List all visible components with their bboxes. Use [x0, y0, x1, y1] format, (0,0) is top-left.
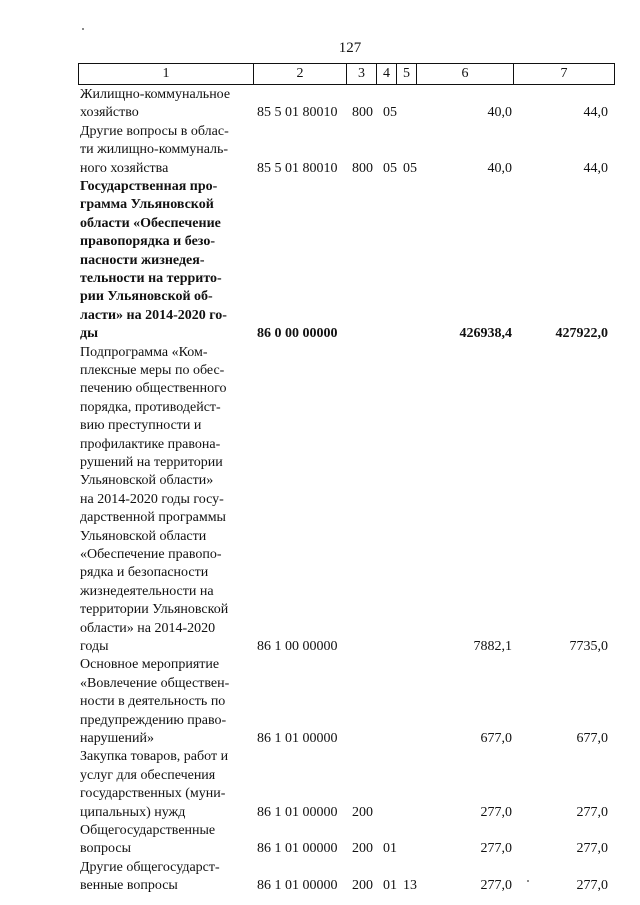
- row-vr: 800: [352, 105, 373, 121]
- row-name-line: годы: [80, 639, 109, 655]
- row-name-line: рушений на территории: [80, 455, 223, 471]
- row-name-line: ципальных) нужд: [80, 804, 186, 820]
- row-code: 86 0 00 00000: [257, 326, 338, 342]
- page-number: 127: [338, 40, 362, 56]
- row-name-line: Ульяновской области: [80, 528, 207, 544]
- row-value-2020: 44,0: [583, 160, 608, 176]
- row-name-line: Государственная про-: [80, 179, 218, 194]
- row-name-line: Другие вопросы в облас-: [80, 123, 229, 139]
- row-value-2019: 426938,4: [459, 326, 512, 342]
- row-name-line: правопорядка и безо-: [80, 234, 215, 250]
- row-name-line: области» на 2014-2020: [80, 620, 216, 636]
- row-name-line: ного хозяйства: [80, 160, 169, 176]
- row-name-line: нарушений»: [80, 731, 154, 747]
- row-vr: 200: [352, 841, 373, 857]
- row-name: [80, 859, 248, 896]
- row-name-line: грамма Ульяновской: [80, 197, 214, 213]
- table-row: [0, 86, 640, 123]
- row-value-2020: 7735,0: [569, 638, 608, 654]
- row-name-line: Общегосударственные: [80, 823, 216, 838]
- row-name-line: Основное мероприятие: [80, 657, 220, 673]
- row-name-line: ти жилищно-коммуналь-: [80, 142, 229, 158]
- row-value-2019: 677,0: [480, 730, 512, 746]
- header-col-2: 2: [254, 64, 347, 84]
- row-value-2020: 44,0: [583, 105, 608, 121]
- row-name-line: области «Обеспечение: [80, 215, 221, 231]
- row-name: [80, 86, 248, 123]
- scan-speck: [527, 880, 529, 882]
- row-code: 86 1 01 00000: [257, 841, 338, 857]
- row-name-line: печению общественного: [80, 381, 227, 397]
- row-name-line: территории Ульяновской: [80, 602, 229, 618]
- row-name-line: тельности на террито-: [80, 271, 222, 287]
- row-value-2020: 277,0: [576, 841, 608, 857]
- row-value-2019: 40,0: [487, 105, 512, 121]
- row-code: 86 1 01 00000: [257, 878, 338, 894]
- header-col-3: 3: [347, 64, 377, 84]
- row-value-2020: 427922,0: [555, 326, 608, 342]
- row-vr: 800: [352, 160, 373, 176]
- row-name: [80, 748, 248, 822]
- row-name-line: Закупка товаров, работ и: [80, 749, 229, 765]
- row-name: [80, 344, 248, 657]
- row-name-line: ды: [80, 326, 99, 342]
- row-name: [80, 822, 248, 859]
- row-name: [80, 178, 248, 344]
- row-code: 86 1 01 00000: [257, 804, 338, 820]
- row-name-line: вопросы: [80, 841, 131, 857]
- row-pr: 13: [403, 878, 417, 894]
- row-name-line: Жилищно-коммунальное: [80, 87, 231, 102]
- row-value-2020: 277,0: [576, 804, 608, 820]
- row-code: 86 1 01 00000: [257, 730, 338, 746]
- row-value-2019: 40,0: [487, 160, 512, 176]
- row-code: 86 1 00 00000: [257, 638, 338, 654]
- row-name-line: государственных (муни-: [80, 786, 226, 802]
- row-name-line: рядка и безопасности: [80, 565, 209, 581]
- header-col-6: 6: [417, 64, 514, 84]
- row-value-2019: 277,0: [480, 804, 512, 820]
- row-rz: 05: [383, 160, 397, 176]
- row-value-2020: 677,0: [576, 730, 608, 746]
- table-header: [78, 63, 615, 85]
- table-row: [0, 656, 640, 748]
- header-col-5: 5: [397, 64, 417, 84]
- row-name-line: услуг для обеспечения: [80, 767, 216, 783]
- row-name-line: Другие общегосударст-: [80, 859, 220, 875]
- row-rz: 01: [383, 878, 397, 894]
- row-value-2019: 7882,1: [473, 638, 512, 654]
- row-rz: 05: [383, 105, 397, 121]
- row-name-line: Ульяновской области»: [80, 473, 214, 489]
- row-rz: 01: [383, 841, 397, 857]
- row-vr: 200: [352, 804, 373, 820]
- row-value-2019: 277,0: [480, 841, 512, 857]
- row-name-line: на 2014-2020 годы госу-: [80, 491, 224, 507]
- row-name-line: вию преступности и: [80, 418, 202, 434]
- row-name-line: дарственной программы: [80, 510, 226, 526]
- table-row: [0, 748, 640, 822]
- row-name-line: профилактике правона-: [80, 436, 221, 452]
- row-name-line: ласти» на 2014-2020 го-: [80, 307, 227, 323]
- row-name-line: плексные меры по обес-: [80, 363, 225, 378]
- row-name-line: ности в деятельность по: [80, 694, 226, 710]
- table-row: [0, 822, 640, 859]
- row-name-line: хозяйство: [80, 105, 139, 121]
- row-vr: 200: [352, 878, 373, 894]
- row-code: 85 5 01 80010: [257, 160, 338, 176]
- table-row: [0, 178, 640, 344]
- row-value-2020: 277,0: [576, 878, 608, 894]
- row-value-2019: 277,0: [480, 878, 512, 894]
- table-row: [0, 344, 640, 657]
- row-name-line: жизнедеятельности на: [80, 583, 214, 599]
- table-row: [0, 859, 640, 896]
- row-pr: 05: [403, 160, 417, 176]
- table-row: [0, 123, 640, 178]
- row-name-line: предупреждению право-: [80, 712, 227, 728]
- row-name-line: венные вопросы: [80, 878, 178, 894]
- row-name: [80, 656, 248, 748]
- row-name-line: Подпрограмма «Ком-: [80, 344, 208, 360]
- row-name-line: рии Ульяновской об-: [80, 289, 213, 305]
- row-name-line: пасности жизнедея-: [80, 252, 205, 268]
- row-name-line: «Обеспечение правопо-: [80, 547, 222, 563]
- header-col-7: 7: [560, 66, 568, 81]
- header-col-1: 1: [79, 64, 254, 84]
- row-code: 85 5 01 80010: [257, 105, 338, 121]
- row-name: [80, 123, 248, 178]
- scan-speck: [82, 28, 84, 30]
- row-name-line: порядка, противодейст-: [80, 399, 221, 415]
- row-name-line: «Вовлечение обществен-: [80, 675, 230, 691]
- header-col-4: 4: [377, 64, 397, 84]
